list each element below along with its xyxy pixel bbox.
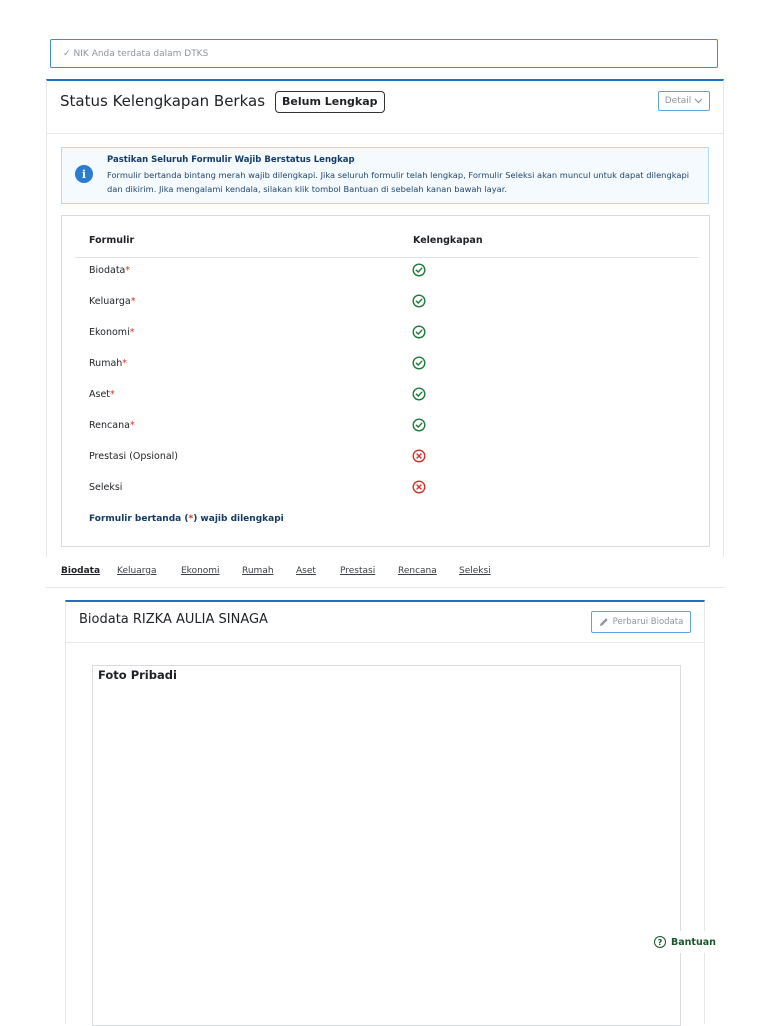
detail-label: Detail <box>664 96 692 106</box>
required-marker: * <box>129 420 135 431</box>
table-row <box>89 420 135 431</box>
check-circle-icon <box>412 325 426 339</box>
tab-prestasi[interactable]: Prestasi <box>340 566 376 576</box>
status-card <box>46 79 724 557</box>
check-circle-icon <box>412 356 426 370</box>
info-text: Formulir bertanda bintang merah wajib dilengkapi. Jika seluruh formulir telah lengkap, Formulir Seleksi akan muncul untuk dapat dilengkapi dan dikirim. Jika mengalami kendala, silakan klik tombol Bantuan di sebelah kanan bawah layar. <box>107 170 690 194</box>
tabs-divider <box>46 587 724 588</box>
x-circle-icon <box>412 449 426 463</box>
photo-section <box>92 665 681 1026</box>
status-header <box>47 81 723 134</box>
form-status-table <box>61 215 710 547</box>
help-icon: ? <box>654 936 666 948</box>
table-row <box>89 389 115 400</box>
detail-button[interactable] <box>658 91 710 111</box>
table-row-label: Seleksi <box>89 482 123 493</box>
update-biodata-button[interactable] <box>591 611 691 633</box>
status-badge: Belum Lengkap <box>275 91 385 113</box>
table-row-label: Prestasi (Opsional) <box>89 451 179 462</box>
check-icon: ✓ <box>63 48 71 59</box>
header-divider <box>75 257 699 258</box>
table-row-label: Ekonomi <box>89 327 130 338</box>
required-marker: * <box>125 265 131 276</box>
check-circle-icon <box>412 387 426 401</box>
biodata-card <box>65 600 705 1024</box>
column-header-kelengkapan: Kelengkapan <box>413 235 483 246</box>
table-row <box>89 327 134 338</box>
table-row <box>89 265 130 276</box>
chevron-down-icon <box>694 98 703 104</box>
tab-ekonomi[interactable]: Ekonomi <box>181 566 220 576</box>
biodata-title: Biodata RIZKA AULIA SINAGA <box>79 612 268 627</box>
required-marker: * <box>122 358 128 369</box>
table-row-label: Keluarga <box>89 296 131 307</box>
info-title: Pastikan Seluruh Formulir Wajib Berstatus Lengkap <box>107 155 355 165</box>
pencil-icon <box>599 617 609 627</box>
photo-label: Foto Pribadi <box>98 668 177 682</box>
x-circle-icon <box>412 480 426 494</box>
nik-status-banner <box>50 39 718 68</box>
tab-rencana[interactable]: Rencana <box>398 566 437 576</box>
table-note: Formulir bertanda (*) wajib dilengkapi <box>89 514 284 524</box>
page-title: Status Kelengkapan Berkas <box>60 92 266 110</box>
table-row-label: Biodata <box>89 265 126 276</box>
required-marker: * <box>110 389 115 400</box>
check-circle-icon <box>412 263 426 277</box>
table-row-label: Aset <box>89 389 111 400</box>
nik-status-text: NIK Anda terdata dalam DTKS <box>73 48 209 59</box>
tab-keluarga[interactable]: Keluarga <box>117 566 157 576</box>
info-alert <box>61 147 709 204</box>
check-circle-icon <box>412 294 426 308</box>
table-row-label: Rencana <box>89 420 130 431</box>
biodata-header <box>66 602 704 643</box>
tab-biodata[interactable]: Biodata <box>61 566 101 576</box>
help-button[interactable] <box>646 931 722 953</box>
tab-seleksi[interactable]: Seleksi <box>459 566 491 576</box>
help-label: Bantuan <box>671 936 716 948</box>
table-row <box>89 358 127 369</box>
column-header-formulir: Formulir <box>89 235 135 246</box>
tab-aset[interactable]: Aset <box>296 566 316 576</box>
info-icon: i <box>75 165 93 183</box>
required-marker: * <box>130 296 136 307</box>
required-marker: * <box>129 327 135 338</box>
check-circle-icon <box>412 418 426 432</box>
update-biodata-label: Perbarui Biodata <box>612 617 684 627</box>
table-row <box>89 296 135 307</box>
table-row-label: Rumah <box>89 358 123 369</box>
tab-rumah[interactable]: Rumah <box>242 566 274 576</box>
